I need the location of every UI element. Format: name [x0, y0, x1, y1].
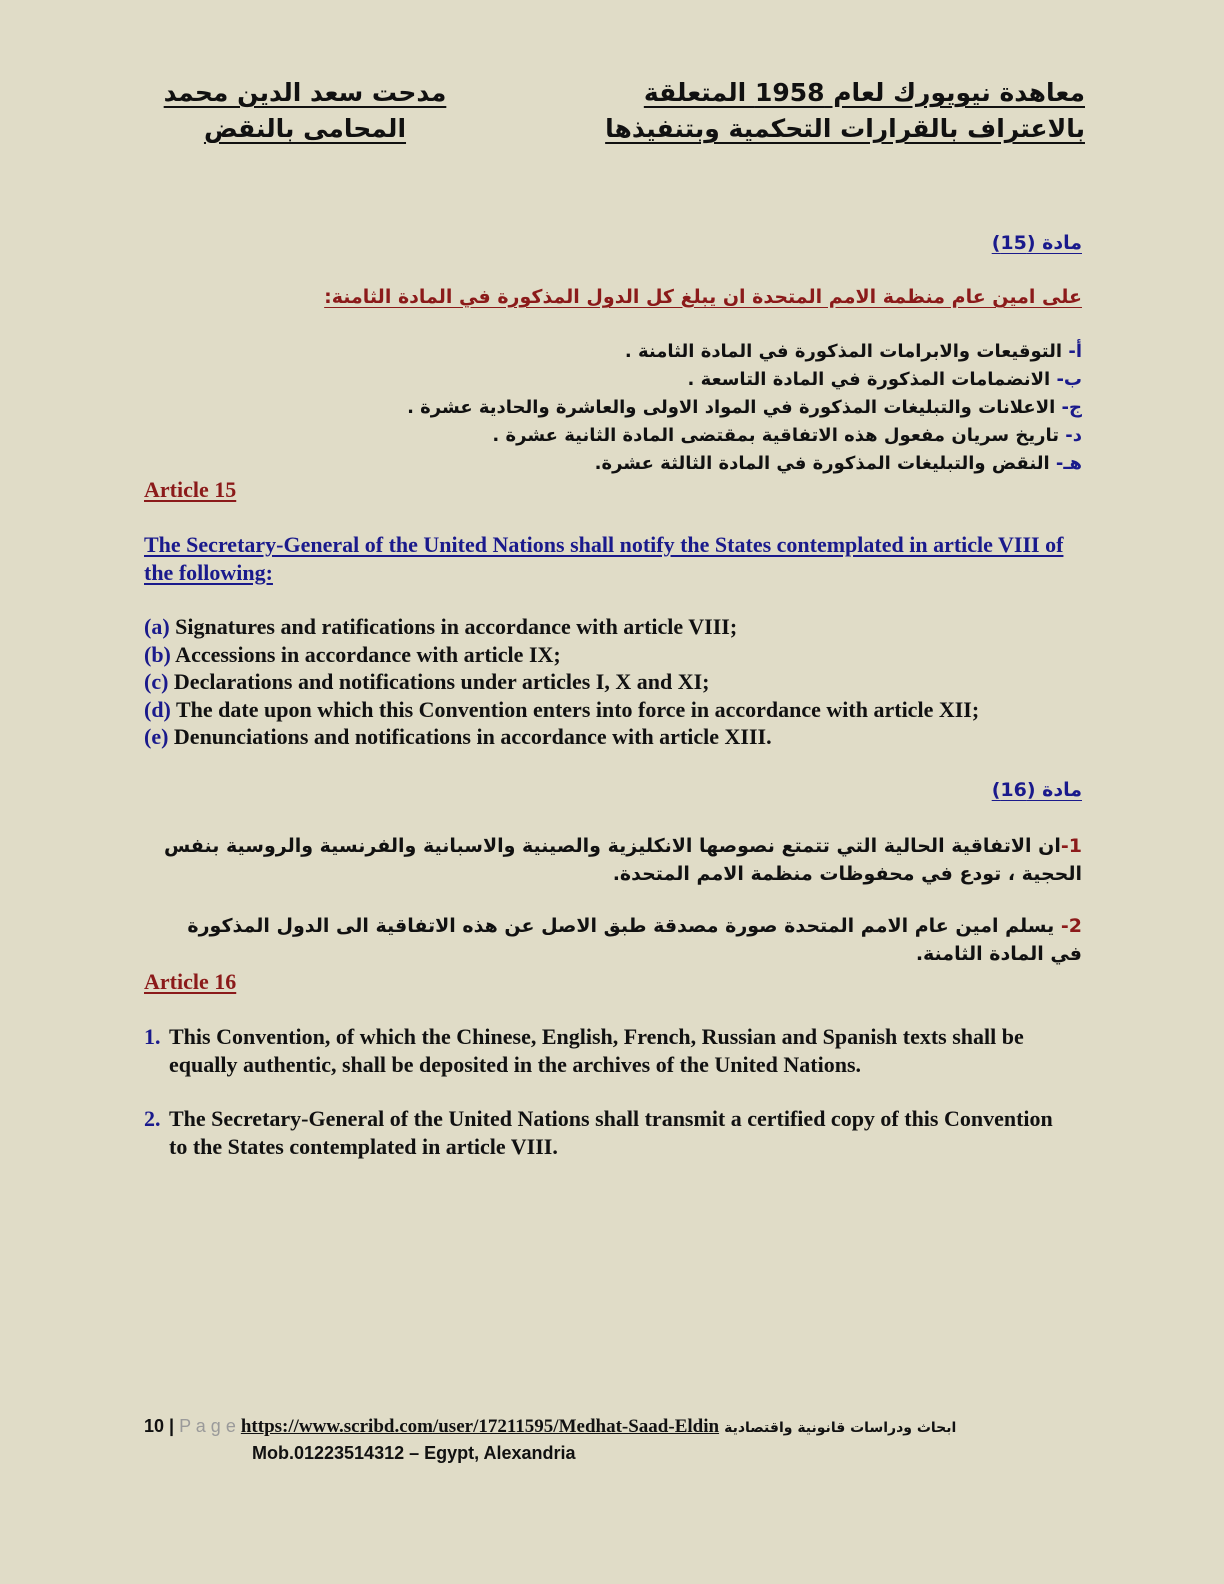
footer-arabic-text: ابحاث ودراسات قانونية واقتصادية	[724, 1420, 957, 1436]
list-item-text: The date upon which this Convention enters into force in accordance with article XII;	[170, 696, 980, 722]
scribd-link[interactable]: https://www.scribd.com/user/17211595/Medhat-Saad-Eldin	[240, 1416, 720, 1437]
list-item-text: التوقيعات والابرامات المذكورة في المادة الثامنة .	[624, 341, 1069, 362]
list-item-text: يسلم امين عام الامم المتحدة صورة مصدقة طبق الاصل عن هذه الاتفاقية الى الدول المذكورة في المادة الثامنة.	[187, 915, 1082, 965]
list-item	[144, 641, 1084, 669]
article15-en-intro: The Secretary-General of the United Nations shall notify the States contemplated in article VIII of the following:	[144, 532, 1064, 585]
header-title-line1: معاهدة نيويورك لعام 1958 المتعلقة	[643, 78, 1085, 107]
article16-en-item2	[144, 1105, 1074, 1160]
list-item-text: Denunciations and notifications in accordance with article XIII.	[168, 724, 772, 749]
article15-en-heading: Article 15	[144, 477, 237, 502]
list-item	[152, 366, 1082, 394]
list-item-text: Accessions in accordance with article IX;	[170, 641, 561, 667]
author-name: مدحت سعد الدين محمد	[163, 78, 447, 107]
list-item-text: This Convention, of which the Chinese, English, French, Russian and Spanish texts shall be equally authentic, shall be deposited in the archives of the United Nations.	[169, 1024, 1024, 1077]
list-marker: د-	[1065, 425, 1082, 446]
page-number: 10	[144, 1416, 165, 1436]
article16-ar-item2	[162, 912, 1082, 968]
article16-en-item1	[144, 1023, 1074, 1078]
article15-ar-list	[152, 338, 1082, 478]
footer-mobile: Mob.01223514312 – Egypt, Alexandria	[252, 1443, 576, 1463]
list-marker: أ-	[1068, 341, 1082, 362]
list-item-text: النقض والتبليغات المذكورة في المادة الثالثة عشرة.	[594, 453, 1056, 474]
list-marker: هـ-	[1055, 453, 1082, 474]
list-item	[144, 668, 1084, 696]
list-item	[152, 338, 1082, 366]
article15-en-list	[144, 613, 1084, 751]
header-title-line2: بالاعتراف بالقرارات التحكمية وبتنفيذها	[605, 114, 1085, 143]
list-item-text: الانضمامات المذكورة في المادة التاسعة .	[687, 369, 1057, 390]
page-separator: |	[169, 1416, 175, 1436]
list-item	[152, 394, 1082, 422]
article15-ar-intro: على امين عام منظمة الامم المتحدة ان يبلغ كل الدول المذكورة في المادة الثامنة:	[324, 286, 1082, 308]
list-item	[144, 696, 1084, 724]
list-marker: 2.	[144, 1106, 161, 1131]
list-marker: 1.	[144, 1024, 161, 1049]
list-marker: ج-	[1061, 397, 1082, 418]
list-marker: (a)	[144, 614, 170, 639]
list-item-text: تاريخ سريان مفعول هذه الاتفاقية بمقتضى المادة الثانية عشرة .	[492, 425, 1066, 446]
article16-en-heading: Article 16	[144, 969, 237, 994]
list-item-text: The Secretary-General of the United Nations shall transmit a certified copy of this Convention to the States contemplated in article VIII.	[169, 1106, 1053, 1159]
footer	[144, 1416, 1084, 1438]
list-item	[152, 422, 1082, 450]
list-marker: 2-	[1060, 915, 1082, 937]
list-item-text: ان الاتفاقية الحالية التي تتمتع نصوصها الانكليزية والصينية والاسبانية والفرنسية والروسية بنفس الحجية ، تودع في محفوظات منظمة الامم المتحدة.	[163, 835, 1082, 885]
list-item	[144, 613, 1084, 641]
list-item-text: الاعلانات والتبليغات المذكورة في المواد الاولى والعاشرة والحادية عشرة .	[407, 397, 1062, 418]
list-marker: (b)	[144, 641, 171, 667]
article16-ar-heading: مادة (16)	[991, 779, 1082, 801]
article16-ar-item1	[162, 832, 1082, 888]
list-item-text: Signatures and ratifications in accordance with article VIII;	[169, 614, 738, 639]
list-marker: (c)	[144, 669, 169, 694]
page-label: P a g e	[179, 1416, 236, 1436]
list-marker: (d)	[144, 696, 171, 722]
article15-ar-heading: مادة (15)	[991, 232, 1082, 254]
list-item	[144, 723, 1084, 751]
list-item	[152, 450, 1082, 478]
list-marker: (e)	[144, 724, 169, 749]
list-item-text: Declarations and notifications under articles I, X and XI;	[168, 669, 710, 694]
list-marker: ب-	[1056, 369, 1082, 390]
list-marker: 1-	[1060, 835, 1082, 857]
author-title: المحامى بالنقض	[203, 114, 407, 143]
